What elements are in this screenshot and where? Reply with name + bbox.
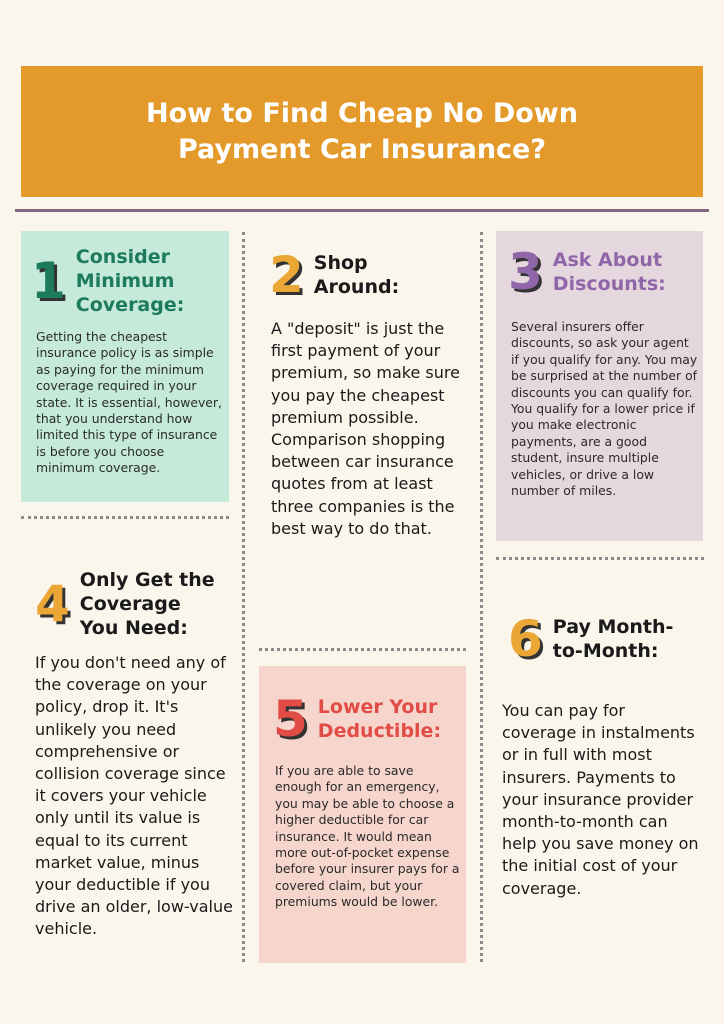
step-4-number: 4 (35, 575, 70, 633)
step-5-header (273, 690, 446, 748)
step-6-number: 6 (508, 610, 543, 668)
step-4-body: If you don't need any of the coverage on your policy, drop it. It's unlikely you need comprehensive or collision coverage since it covers your vehicle only until its value is equal to its current market value, minus your deductible if you drive an older, low-value vehicle. (35, 653, 233, 939)
row-divider-right (496, 557, 704, 560)
step-card-2 (259, 232, 467, 592)
column-divider-left (242, 232, 245, 962)
step-2-body: A "deposit" is just the first payment of your premium, so make sure you pay the cheapest premium possible. Comparison shopping between car insurance quotes from at least three companies is the best way to do that. (271, 319, 460, 538)
step-2-title: Shop Around: (313, 252, 400, 298)
step-card-6 (496, 600, 706, 920)
row-divider-left (21, 516, 229, 519)
step-card-3 (496, 231, 703, 541)
step-6-title: Pay Month-to-Month: (552, 616, 674, 662)
step-3-title: Ask About Discounts: (552, 249, 666, 295)
step-card-4 (21, 560, 233, 939)
step-6-header (508, 610, 683, 668)
step-card-1 (21, 231, 229, 502)
column-divider-right (480, 232, 483, 962)
step-1-number: 1 (31, 252, 66, 310)
step-3-number: 3 (508, 243, 543, 301)
step-1-header (31, 245, 194, 317)
step-4-header (35, 568, 218, 640)
step-2-number: 2 (269, 246, 304, 304)
step-6-body: You can pay for coverage in instalments or in full with most insurers. Payments to your insurance provider month-to-month can help you save money on the initial cost of your coverage. (502, 701, 699, 898)
step-5-title: Lower Your Deductible: (317, 696, 442, 742)
title-banner (21, 66, 703, 197)
step-1-title: Consider Minimum Coverage: (75, 246, 185, 316)
step-5-number: 5 (273, 690, 308, 748)
step-1-body: Getting the cheapest insurance policy is as simple as paying for the minimum coverage required in your state. It is essential, however, that you understand how limited this type of insurance is before you choose minimum coverage. (36, 329, 222, 476)
title-divider (15, 209, 709, 212)
step-3-body: Several insurers offer discounts, so ask your agent if you qualify for any. You may be surprised at the number of discounts you can qualify for. You qualify for a lower price if you make electronic payments, are a good student, insure multiple vehicles, or drive a low number of miles. (511, 319, 698, 499)
row-divider-middle (259, 648, 466, 651)
step-5-body: If you are able to save enough for an emergency, you may be able to choose a higher deductible for car insurance. It would mean more out-of-pocket expense before your insurer pays for a covered claim, but your premiums would be lower. (275, 763, 460, 910)
step-card-5 (259, 666, 466, 963)
step-3-header (508, 243, 671, 301)
step-4-title: Only Get the Coverage You Need: (79, 569, 215, 639)
page-title: How to Find Cheap No Down Payment Car Insurance? (146, 97, 578, 165)
step-2-header (269, 246, 414, 304)
